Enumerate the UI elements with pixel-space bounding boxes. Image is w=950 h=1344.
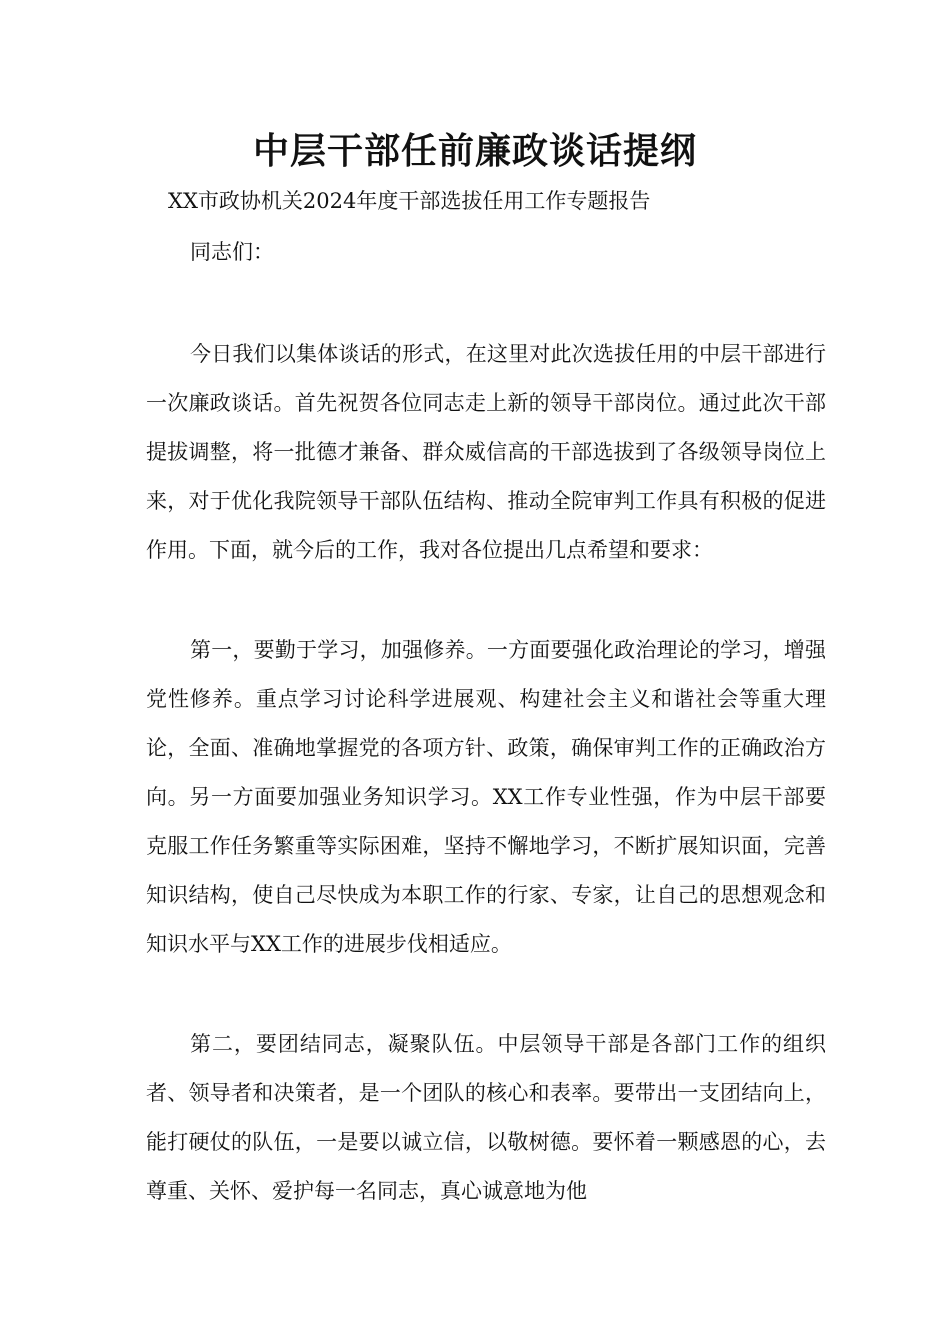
salutation: 同志们： (190, 240, 274, 264)
paragraph-text: 第一，要勤于学习，加强修养。一方面要强化政治理论的学习，增强党性修养。重点学习讨论科学进展观、构建社会主义和谐社会等重大理论，全面、准确地掌握党的各项方针、政策，确保审判工作的正确政治方向。另一方面要加强业务知识学习。XX工作专业性强，作为中层干部要克服工作任务繁重等实际困难，坚持不懈地学习，不断扩展知识面，完善知识结构，使自己尽快成为本职工作的行家、专家，让自己的思想观念和知识水平与XX工作的进展步伐相适应。 (146, 638, 826, 956)
paragraph-second-point (146, 1020, 826, 1216)
paragraph-first-point (146, 626, 826, 969)
paragraph-text: 第二，要团结同志，凝聚队伍。中层领导干部是各部门工作的组织者、领导者和决策者，是一个团队的核心和表率。要带出一支团结向上，能打硬仗的队伍，一是要以诚立信，以敬树德。要怀着一颗感恩的心，去尊重、关怀、爱护每一名同志，真心诚意地为他 (146, 1032, 826, 1203)
document-subtitle: XX市政协机关2024年度干部选拔任用工作专题报告 (168, 189, 651, 213)
paragraph-intro (146, 330, 826, 575)
paragraph-text: 今日我们以集体谈话的形式，在这里对此次选拔任用的中层干部进行一次廉政谈话。首先祝贺各位同志走上新的领导干部岗位。通过此次干部提拔调整，将一批德才兼备、群众威信高的干部选拔到了各级领导岗位上来，对于优化我院领导干部队伍结构、推动全院审判工作具有积极的促进作用。下面，就今后的工作，我对各位提出几点希望和要求： (146, 342, 826, 562)
document-title: 中层干部任前廉政谈话提纲 (252, 131, 697, 172)
